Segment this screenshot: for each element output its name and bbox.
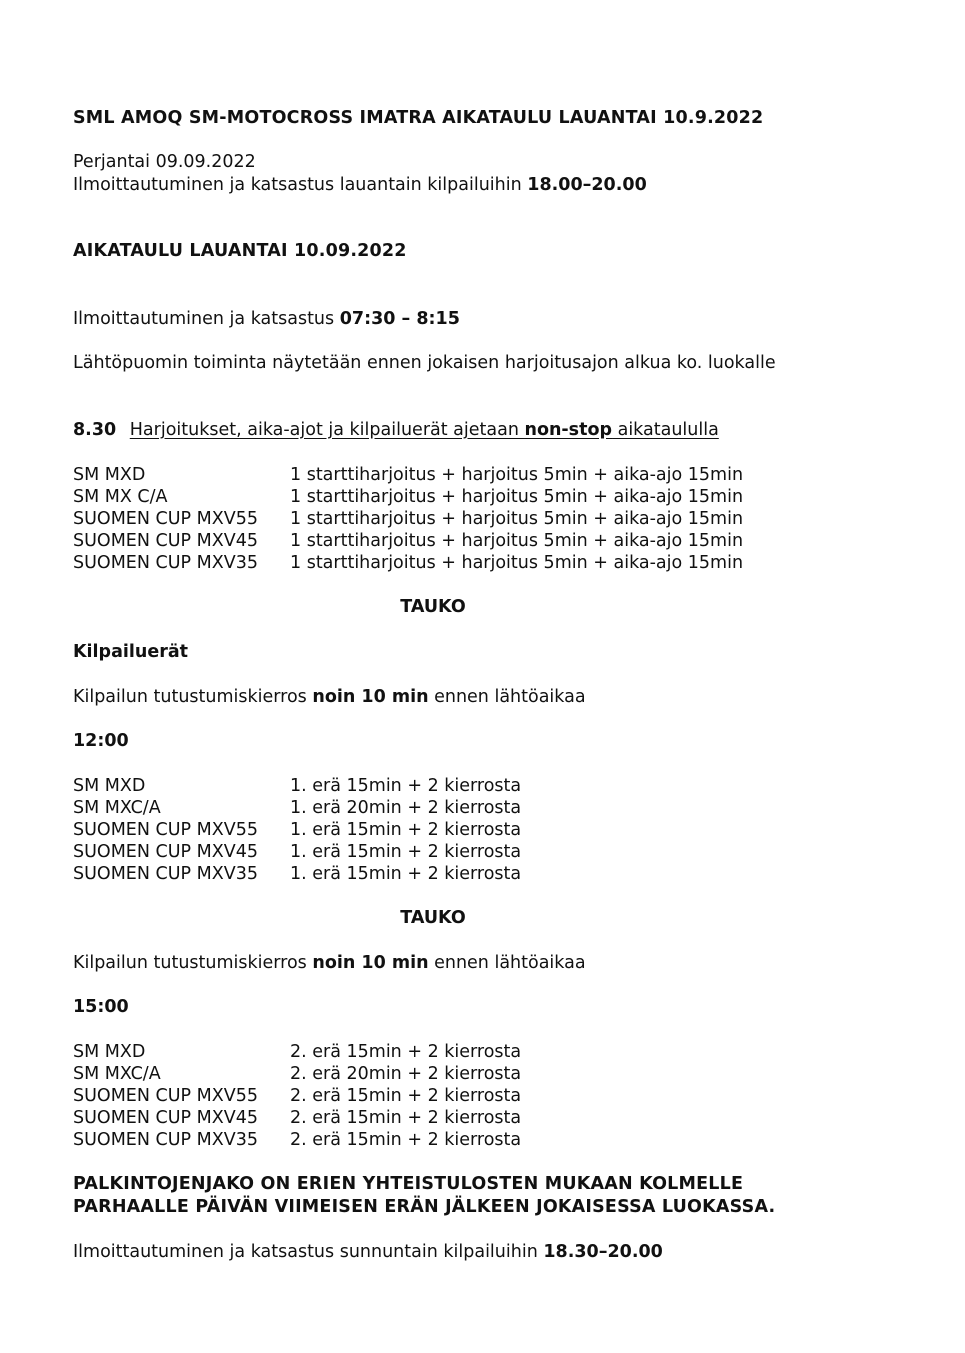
class-schedule: 1 starttiharjoitus + harjoitus 5min + aika-ajo 15min bbox=[290, 553, 744, 573]
saturday-registration-time: 07:30 – 8:15 bbox=[339, 309, 460, 329]
class-schedule: 1 starttiharjoitus + harjoitus 5min + aika-ajo 15min bbox=[290, 509, 744, 529]
saturday-registration-text: Ilmoittautuminen ja katsastus bbox=[73, 309, 340, 329]
awards-line-1: PALKINTOJENJAKO ON ERIEN YHTEISTULOSTEN MUKAAN KOLMELLE bbox=[73, 1174, 744, 1194]
document-title: SML AMOQ SM-MOTOCROSS IMATRA AIKATAULU LAUANTAI 10.9.2022 bbox=[73, 108, 764, 128]
practice-row bbox=[73, 530, 743, 552]
heat-description: 1. erä 15min + 2 kierrosta bbox=[290, 776, 522, 796]
heat-description: 2. erä 15min + 2 kierrosta bbox=[290, 1130, 522, 1150]
practice-time: 8.30 bbox=[73, 420, 117, 440]
practice-row bbox=[73, 552, 743, 574]
practice-text: Harjoitukset, aika-ajot ja kilpailuerät ajetaan bbox=[129, 420, 525, 440]
awards-line-2: PARHAALLE PÄIVÄN VIIMEISEN ERÄN JÄLKEEN JOKAISESSA LUOKASSA. bbox=[73, 1197, 776, 1217]
break-label-1: TAUKO bbox=[400, 597, 466, 617]
friday-registration bbox=[73, 174, 647, 196]
class-name: SM MXD bbox=[73, 465, 146, 485]
practice-nonstop: non-stop bbox=[524, 420, 613, 440]
saturday-heading: AIKATAULU LAUANTAI 10.09.2022 bbox=[73, 241, 407, 261]
sunday-registration bbox=[73, 1241, 663, 1263]
sighting-lap-duration: noin 10 min bbox=[312, 953, 429, 973]
class-name: SUOMEN CUP MXV55 bbox=[73, 1086, 258, 1106]
sunday-registration-text: Ilmoittautuminen ja katsastus sunnuntain kilpailuihin bbox=[73, 1242, 544, 1262]
practice-row bbox=[73, 486, 743, 508]
heat2-row bbox=[73, 1041, 521, 1063]
heat1-row bbox=[73, 863, 521, 885]
heat2-row bbox=[73, 1085, 521, 1107]
sighting-lap-note-1 bbox=[73, 686, 586, 708]
sighting-lap-note-2 bbox=[73, 952, 586, 974]
class-name: SUOMEN CUP MXV35 bbox=[73, 1130, 258, 1150]
heat2-time: 15:00 bbox=[73, 997, 129, 1017]
heat-description: 1. erä 20min + 2 kierrosta bbox=[290, 798, 522, 818]
heat1-row bbox=[73, 775, 521, 797]
sighting-lap-text: Kilpailun tutustumiskierros bbox=[73, 687, 313, 707]
sunday-registration-time: 18.30–20.00 bbox=[543, 1242, 663, 1262]
heat1-row bbox=[73, 797, 521, 819]
class-name: SUOMEN CUP MXV45 bbox=[73, 842, 258, 862]
class-name: SUOMEN CUP MXV45 bbox=[73, 1108, 258, 1128]
heat2-row bbox=[73, 1107, 521, 1129]
class-name: SM MXD bbox=[73, 776, 146, 796]
heat-description: 2. erä 20min + 2 kierrosta bbox=[290, 1064, 522, 1084]
sighting-lap-duration: noin 10 min bbox=[312, 687, 429, 707]
friday-registration-text: Ilmoittautuminen ja katsastus lauantain kilpailuihin bbox=[73, 175, 528, 195]
races-heading: Kilpailuerät bbox=[73, 642, 189, 662]
class-name: SUOMEN CUP MXV35 bbox=[73, 553, 258, 573]
class-name: SM MXC/A bbox=[73, 798, 161, 818]
heat-description: 2. erä 15min + 2 kierrosta bbox=[290, 1108, 522, 1128]
practice-description bbox=[130, 420, 719, 440]
practice-row bbox=[73, 464, 743, 486]
start-gate-note: Lähtöpuomin toiminta näytetään ennen jokaisen harjoitusajon alkua ko. luokalle bbox=[73, 353, 776, 373]
class-schedule: 1 starttiharjoitus + harjoitus 5min + aika-ajo 15min bbox=[290, 531, 744, 551]
break-label-2: TAUKO bbox=[400, 908, 466, 928]
sighting-lap-text-end: ennen lähtöaikaa bbox=[428, 953, 586, 973]
class-name: SUOMEN CUP MXV55 bbox=[73, 509, 258, 529]
class-name: SM MXC/A bbox=[73, 1064, 161, 1084]
heat-description: 2. erä 15min + 2 kierrosta bbox=[290, 1086, 522, 1106]
friday-registration-time: 18.00–20.00 bbox=[527, 175, 647, 195]
friday-date: Perjantai 09.09.2022 bbox=[73, 152, 256, 172]
heat-description: 2. erä 15min + 2 kierrosta bbox=[290, 1042, 522, 1062]
heat1-row bbox=[73, 841, 521, 863]
class-name: SUOMEN CUP MXV35 bbox=[73, 864, 258, 884]
class-name: SM MX C/A bbox=[73, 487, 168, 507]
practice-row bbox=[73, 508, 743, 530]
heat-description: 1. erä 15min + 2 kierrosta bbox=[290, 842, 522, 862]
class-name: SUOMEN CUP MXV45 bbox=[73, 531, 258, 551]
class-schedule: 1 starttiharjoitus + harjoitus 5min + aika-ajo 15min bbox=[290, 465, 744, 485]
class-name: SUOMEN CUP MXV55 bbox=[73, 820, 258, 840]
sighting-lap-text-end: ennen lähtöaikaa bbox=[428, 687, 586, 707]
class-name: SM MXD bbox=[73, 1042, 146, 1062]
heat-description: 1. erä 15min + 2 kierrosta bbox=[290, 864, 522, 884]
saturday-registration bbox=[73, 308, 460, 330]
sighting-lap-text: Kilpailun tutustumiskierros bbox=[73, 953, 313, 973]
class-schedule: 1 starttiharjoitus + harjoitus 5min + aika-ajo 15min bbox=[290, 487, 744, 507]
heat1-time: 12:00 bbox=[73, 731, 129, 751]
heat1-row bbox=[73, 819, 521, 841]
heat-description: 1. erä 15min + 2 kierrosta bbox=[290, 820, 522, 840]
heat2-row bbox=[73, 1063, 521, 1085]
practice-heading bbox=[73, 419, 719, 441]
heat2-row bbox=[73, 1129, 521, 1151]
practice-text-end: aikataululla bbox=[612, 420, 719, 440]
